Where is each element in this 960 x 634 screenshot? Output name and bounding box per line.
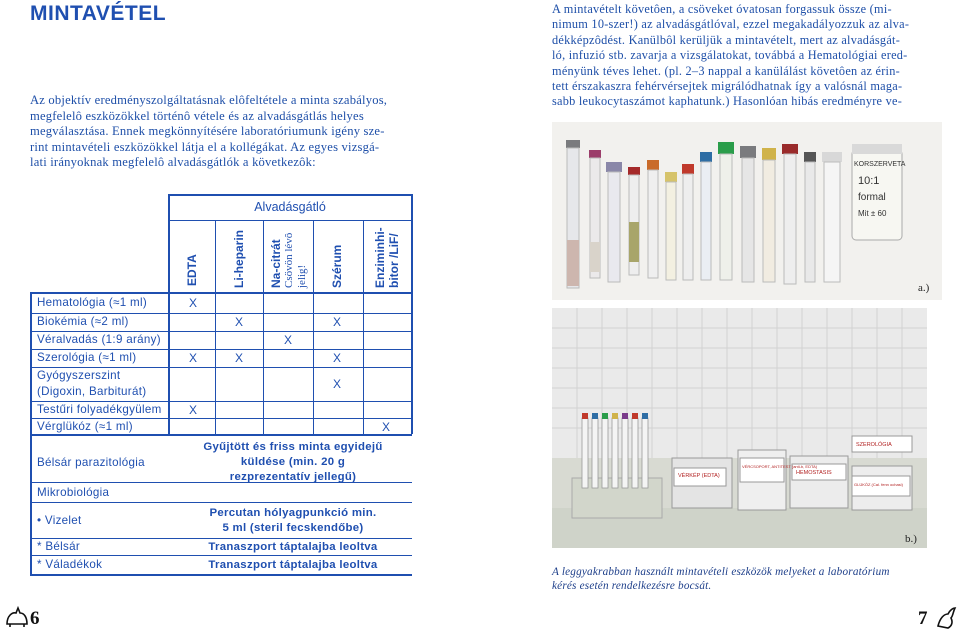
right-line: ló, infuzió stb. zavarja a vizsgálatokat, továbbá a Hematológiai ered- — [552, 48, 908, 63]
cell-mark: X — [284, 333, 293, 347]
column-header-sub: bitor /LiF/ — [387, 233, 401, 288]
right-line: ményünk téves lehet. (pl. 2–3 nappal a kanülálást követôen az érin- — [552, 63, 900, 78]
grid-line — [30, 367, 412, 368]
jar-label: Mit ± 60 — [858, 209, 887, 218]
note-stool: Tranaszport táptalajba leoltva — [208, 541, 378, 553]
grid-line — [30, 538, 412, 539]
grid-line — [30, 292, 412, 294]
photo-caption — [552, 565, 942, 593]
row-label: * Váladékok — [37, 558, 103, 571]
row-label: Bélsár parazitológia — [37, 456, 145, 469]
sign-label: VÉRKÉP (EDTA) — [678, 473, 720, 479]
note-line: küldése (min. 20 g — [240, 456, 346, 468]
right-line: dékképzôdést. Kanülbôl kerüljük a mintavételt, mert az alvadásgát- — [552, 32, 901, 47]
right-line: tett érszakaszra fehérvérsejtek migrálódhatnak így a valósnál maga- — [552, 79, 903, 94]
grid-line — [30, 331, 412, 332]
grid-line — [30, 418, 412, 419]
intro-line: lati irányoknak megfelelô alvadásgátlók a következôk: — [30, 155, 316, 170]
lab-station-illustration — [552, 308, 927, 548]
photo-b-label: b.) — [905, 533, 917, 545]
sign-label: VÉRCSOPORT, ANTITEST (anti-b, EDTA) — [742, 464, 818, 469]
grid-line — [30, 555, 412, 556]
tubes-illustration — [552, 122, 942, 300]
grid-line — [30, 313, 412, 314]
column-header-label: Li-heparin — [232, 229, 246, 288]
column-header-label: EDTA — [185, 254, 199, 286]
note-parasitology — [178, 440, 408, 485]
column-header-label: Enziminhi- — [373, 227, 387, 288]
sign-label: SZEROLÓGIA — [856, 442, 892, 448]
note-urine — [178, 506, 408, 536]
intro-paragraph — [30, 93, 422, 171]
cell-mark: X — [235, 315, 244, 329]
right-page-number: 7 — [918, 608, 928, 629]
gutter — [425, 0, 547, 200]
right-paragraph — [552, 2, 942, 110]
page-title: MINTAVÉTEL — [30, 2, 167, 25]
row-label: Szerológia (≈1 ml) — [37, 351, 137, 364]
grid-line — [168, 194, 170, 434]
right-line: nimum 10-szer!) az alvadásgátlóval, ezzel megakadályozzuk az alva- — [552, 17, 910, 32]
cell-mark: X — [333, 377, 342, 391]
note-line: Gyűjtött és friss minta egyidejű — [203, 441, 383, 453]
column-header-sub: Csövön lévô jelig! — [283, 232, 308, 288]
photo-lab-station — [552, 308, 927, 548]
cell-mark: X — [189, 403, 198, 417]
row-label: Hematológia (≈1 ml) — [37, 296, 147, 309]
right-line: A mintavételt követôen, a csöveket óvatosan forgassuk össze (mi- — [552, 2, 892, 16]
cell-mark: X — [189, 296, 198, 310]
caption-line: kérés esetén rendelkezésre bocsát. — [552, 580, 712, 592]
cell-mark: X — [333, 351, 342, 365]
grid-line — [30, 502, 412, 503]
intro-line: Az objektív eredményszolgáltatásnak elôfeltétele a minta szabályos, — [30, 93, 388, 107]
cell-mark: X — [189, 351, 198, 365]
jar-label: 10:1 — [858, 175, 880, 187]
photo-a-label: a.) — [918, 282, 930, 294]
grid-line — [30, 349, 412, 350]
jar-label: formal — [858, 192, 886, 203]
cell-mark: X — [235, 351, 244, 365]
grid-line — [30, 574, 412, 576]
photo-sample-tubes — [552, 122, 942, 300]
row-label: * Bélsár — [37, 540, 80, 553]
caption-line: A leggyakrabban használt mintavételi eszközök melyeket a laboratórium — [552, 566, 890, 578]
intro-line: megválasztása. Ennek megkönnyítésére laboratóriumunk igény sze- — [30, 124, 385, 139]
grid-line — [30, 434, 412, 436]
row-label: Véralvadás (1:9 arány) — [37, 333, 161, 346]
right-line: sabb leukocytaszámot kaphatunk.) Hasonlóan hibás eredményre ve- — [552, 94, 903, 109]
column-header-label: Na-citrát — [269, 239, 283, 288]
note-secretions: Tranaszport táptalajba leoltva — [208, 559, 378, 571]
row-label: Vérglükóz (≈1 ml) — [37, 420, 133, 433]
table-header-title: Alvadásgátló — [254, 200, 326, 214]
row-label: • Vizelet — [37, 514, 82, 527]
row-label: (Digoxin, Barbiturát) — [37, 385, 147, 398]
intro-line: megfelelô eszközökkel történô vétele és az alvadásgátlás helyes — [30, 108, 364, 123]
note-line: Percutan hólyagpunkció min. — [209, 507, 377, 519]
row-label: Gyógyszerszint — [37, 369, 121, 382]
row-label: Biokémia (≈2 ml) — [37, 315, 129, 328]
cat-icon — [4, 604, 30, 628]
note-line: 5 ml (steril fecskendőbe) — [222, 522, 364, 534]
sign-label: GLÜKÓZ (Cal. fenn ochasi) — [854, 482, 903, 487]
intro-line: rint mintavételi eszközökkel látja el a kollégákat. Az egyes vizsgá- — [30, 139, 380, 154]
column-header-label: Szérum — [330, 244, 344, 288]
sign-label: HEMOSTASIS — [796, 470, 832, 476]
grid-line — [30, 401, 412, 402]
anticoagulant-table — [30, 194, 412, 576]
note-line: rezprezentatív jellegű) — [229, 471, 357, 483]
row-label: Testűri folyadékgyülem — [37, 403, 162, 416]
cell-mark: X — [382, 420, 391, 434]
row-label: Mikrobiológia — [37, 486, 110, 499]
left-page-number: 6 — [30, 608, 40, 629]
jar-label: KORSZERVETA — [854, 161, 906, 168]
cell-mark: X — [333, 315, 342, 329]
bird-icon — [934, 604, 958, 630]
